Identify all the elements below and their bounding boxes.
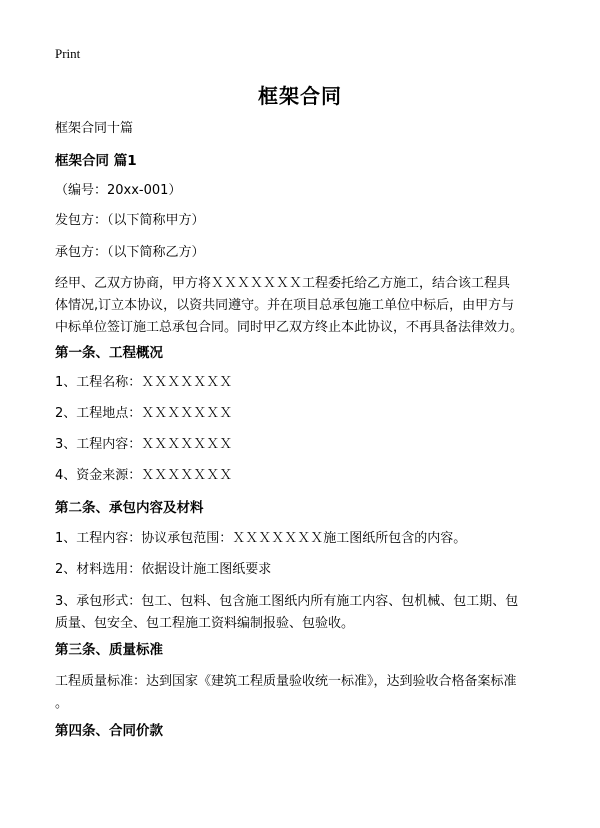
article1-heading: 第一条、工程概况 <box>55 345 163 361</box>
contract-number: （编号：20xx-001） <box>55 183 182 198</box>
print-link[interactable]: Print <box>55 46 81 61</box>
article4-heading: 第四条、合同价款 <box>55 723 163 739</box>
article1-item: 1、工程名称：ＸＸＸＸＸＸＸ <box>55 375 233 390</box>
article2-item: 1、工程内容：协议承包范围：ＸＸＸＸＸＸＸ施工图纸所包含的内容。 <box>55 531 467 546</box>
intro-line: 经甲、乙双方协商，甲方将ＸＸＸＸＸＸＸ工程委托给乙方施工，结合该工程具 <box>55 276 511 291</box>
article2-item3-line: 3、承包形式：包工、包料、包含施工图纸内所有施工内容、包机械、包工期、包 <box>55 594 519 609</box>
article1-item: 2、工程地点：ＸＸＸＸＸＸＸ <box>55 406 233 421</box>
article3-body-line: 。 <box>55 696 69 711</box>
intro-line: 体情况,订立本协议，以资共同遵守。并在项目总承包施工单位中标后，由甲方与 <box>55 298 515 313</box>
section-title: 框架合同 篇1 <box>55 153 137 169</box>
document-title: 框架合同 <box>258 84 342 108</box>
intro-paragraph <box>55 273 555 339</box>
article2-item3-line: 质量、包安全、包工程施工资料编制报验、包验收。 <box>55 616 355 631</box>
article1-item: 4、资金来源：ＸＸＸＸＸＸＸ <box>55 468 233 483</box>
party-a-line: 发包方：（以下简称甲方） <box>55 213 205 228</box>
article3-body <box>55 671 555 715</box>
article3-heading: 第三条、质量标准 <box>55 642 163 658</box>
article3-body-line: 工程质量标准：达到国家《建筑工程质量验收统一标准》，达到验收合格备案标准 <box>55 674 517 689</box>
article2-heading: 第二条、承包内容及材料 <box>55 500 204 516</box>
article2-item: 2、材料选用：依据设计施工图纸要求 <box>55 562 272 577</box>
collection-subtitle: 框架合同十篇 <box>55 121 134 136</box>
article2-item3 <box>55 591 555 635</box>
article1-item: 3、工程内容：ＸＸＸＸＸＸＸ <box>55 437 233 452</box>
intro-line: 中标单位签订施工总承包合同。同时甲乙双方终止本此协议，不再具备法律效力。 <box>55 320 524 335</box>
party-b-line: 承包方：（以下简称乙方） <box>55 245 205 260</box>
